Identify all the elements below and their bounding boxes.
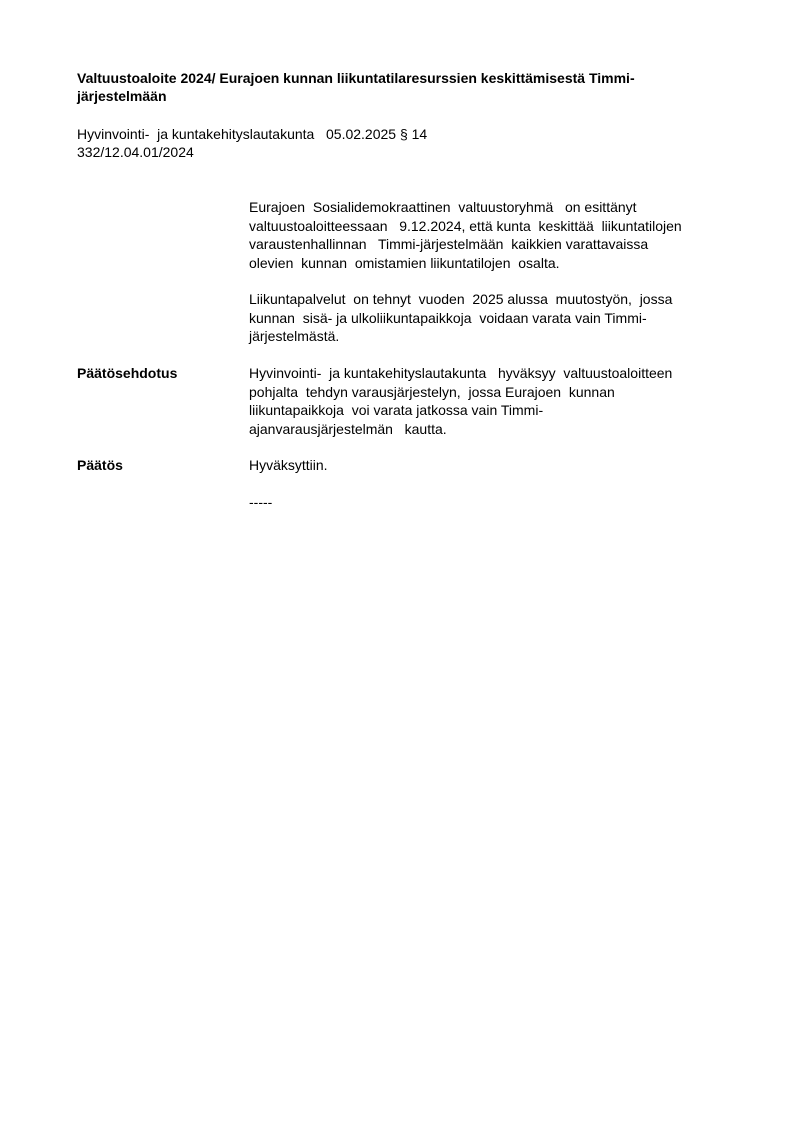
services-line: järjestelmästä. xyxy=(249,328,340,344)
proposal-label: Päätösehdotus xyxy=(77,365,178,381)
proposal-line: ajanvarausjärjestelmän kautta. xyxy=(249,420,447,437)
proposal-line: pohjalta tehdyn varausjärjestelyn, jossa Eurajoen kunnan xyxy=(249,383,615,400)
services-text xyxy=(249,290,734,346)
record-number: 332/12.04.01/2024 xyxy=(77,144,194,160)
intro-line: valtuustoaloitteessaan 9.12.2024, että kunta keskittää liikuntatilojen xyxy=(249,217,682,234)
decision-line: Hyväksyttiin. xyxy=(249,457,328,473)
services-line: Liikuntapalvelut on tehnyt vuoden 2025 alussa muutostyön, jossa xyxy=(249,291,673,307)
intro-line: varaustenhallinnan Timmi-järjestelmään kaikkien varattavaissa xyxy=(249,236,649,252)
decision-label: Päätös xyxy=(77,457,123,473)
separator-text xyxy=(249,493,734,512)
document-title xyxy=(77,69,737,105)
meeting-line: Hyvinvointi- ja kuntakehityslautakunta 05.02.2025 § 14 xyxy=(77,126,428,142)
separator-line: ----- xyxy=(249,494,273,510)
decision-text xyxy=(249,456,734,475)
title-line-1: Valtuustoaloite 2024/ Eurajoen kunnan liikuntatilaresurssien keskittämisestä Timmi- xyxy=(77,70,635,86)
intro-line: olevien kunnan omistamien liikuntatilojen osalta. xyxy=(249,254,560,271)
intro-text xyxy=(249,198,734,272)
meeting-meta xyxy=(77,125,737,161)
proposal-line: Hyvinvointi- ja kuntakehityslautakunta hyväksyy valtuustoaloitteen xyxy=(249,365,673,381)
proposal-line: liikuntapaikkoja voi varata jatkossa vain Timmi- xyxy=(249,402,544,418)
title-line-2: järjestelmään xyxy=(77,88,167,104)
services-line: kunnan sisä- ja ulkoliikuntapaikkoja voidaan varata vain Timmi- xyxy=(249,309,647,326)
intro-line: Eurajoen Sosialidemokraattinen valtuustoryhmä on esittänyt xyxy=(249,199,637,215)
proposal-text xyxy=(249,364,734,438)
